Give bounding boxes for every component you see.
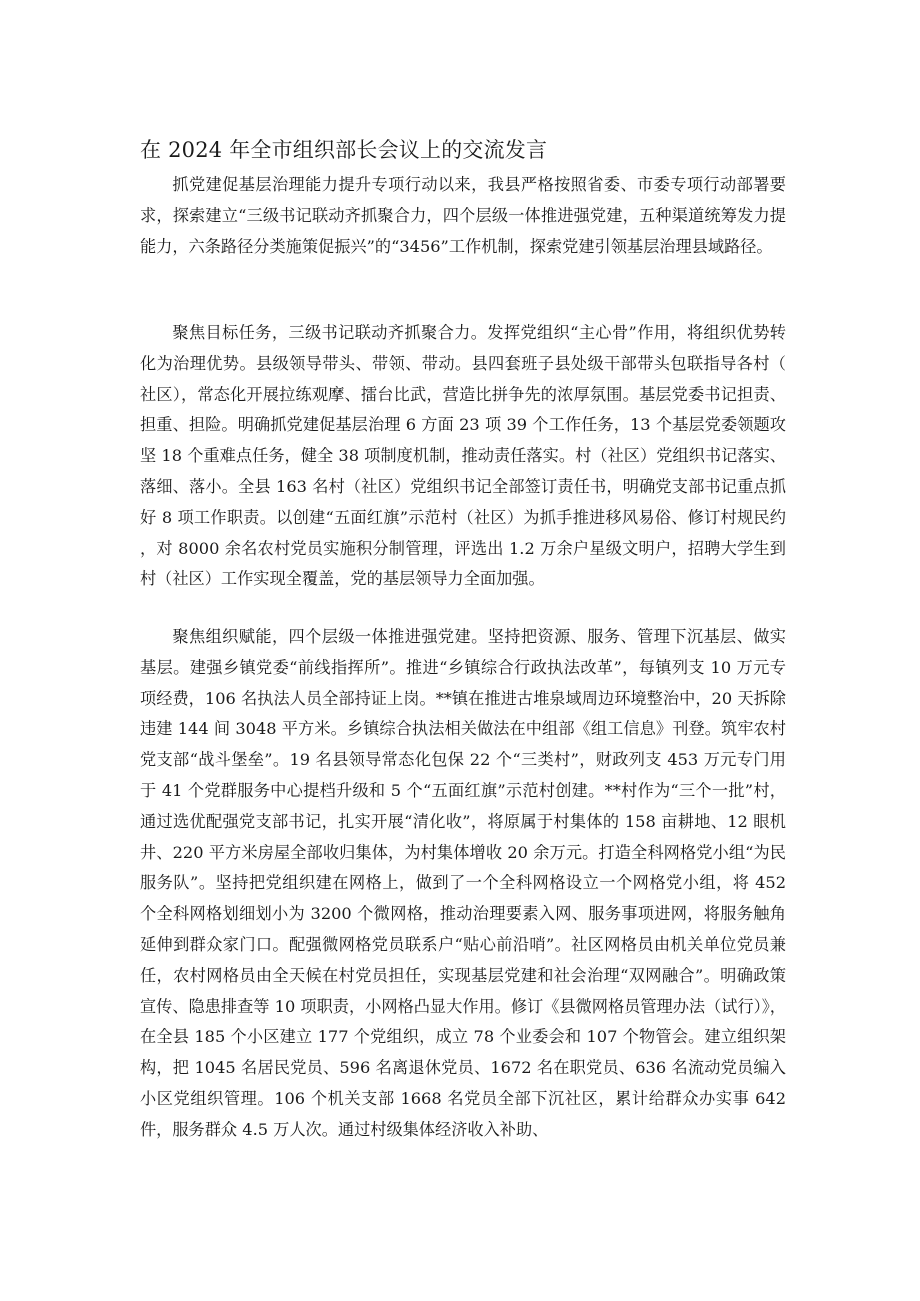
paragraph-organization: 聚焦组织赋能，四个层级一体推进强党建。坚持把资源、服务、管理下沉基层、做实基层。建强乡镇党委“前线指挥所”。推进“乡镇综合行政执法改革”，每镇列支 10 万元专项经费，106 名执法人员全部持证上岗。**镇在推进古堆泉域周边环境整治中，20 天拆除违建 144 间 3048 平方米。乡镇综合执法相关做法在中组部《组工信息》刊登。筑牢农村党支部“战斗堡垒”。19 名县领导常态化包保 22 个“三类村”，财政列支 453 万元专门用于 41 个党群服务中心提档升级和 5 个“五面红旗”示范村创建。**村作为“三个一批”村，通过选优配强党支部书记，扎实开展“清化收”，将原属于村集体的 158 亩耕地、12 眼机井、220 平方米房屋全部收归集体，为村集体增收 20 余万元。打造全科网格党小组“为民服务队”。坚持把党组织建在网格上，做到了一个全科网格设立一个网格党小组，将 452 个全科网格划细划小为 3200 个微网格，推动治理要素入网、服务事项进网，将服务触角延伸到群众家门口。配强微网格党员联系户“贴心前沿哨”。社区网格员由机关单位党员兼任，农村网格员由全天候在村党员担任，实现基层党建和社会治理“双网融合”。明确政策宣传、隐患排查等 10 项职责，小网格凸显大作用。修订《县微网格员管理办法（试行）》，在全县 185 个小区建立 177 个党组织，成立 78 个业委会和 107 个物管会。建立组织架构，把 1045 名居民党员、596 名离退休党员、1672 名在职党员、636 名流动党员编入小区党组织管理。106 个机关支部 1668 名党员全部下沉社区，累计给群众办实事 642 件，服务群众 4.5 万人次。通过村级集体经济收入补助、: [140, 627, 786, 1139]
document-title: 在 2024 年全市组织部长会议上的交流发言: [140, 138, 548, 162]
paragraph-leadership: 聚焦目标任务，三级书记联动齐抓聚合力。发挥党组织“主心骨”作用，将组织优势转化为治理优势。县级领导带头、带领、带动。县四套班子县处级干部带头包联指导各村（社区），常态化开展拉练观摩、擂台比武，营造比拼争先的浓厚氛围。基层党委书记担责、担重、担险。明确抓党建促基层治理 6 方面 23 项 39 个工作任务，13 个基层党委领题攻坚 18 个重难点任务，健全 38 项制度机制，推动责任落实。村（社区）党组织书记落实、落细、落小。全县 163 名村（社区）党组织书记全部签订责任书，明确党支部书记重点抓好 8 项工作职责。以创建“五面红旗”示范村（社区）为抓手推进移风易俗、修订村规民约，对 8000 余名农村党员实施积分制管理，评选出 1.2 万余户星级文明户，招聘大学生到村（社区）工作实现全覆盖，党的基层领导力全面加强。: [140, 323, 786, 589]
paragraph-intro: 抓党建促基层治理能力提升专项行动以来，我县严格按照省委、市委专项行动部署要求，探索建立“三级书记联动齐抓聚合力，四个层级一体推进强党建，五种渠道统筹发力提能力，六条路径分类施策促振兴”的“3456”工作机制，探索党建引领基层治理县域路径。: [140, 175, 786, 256]
